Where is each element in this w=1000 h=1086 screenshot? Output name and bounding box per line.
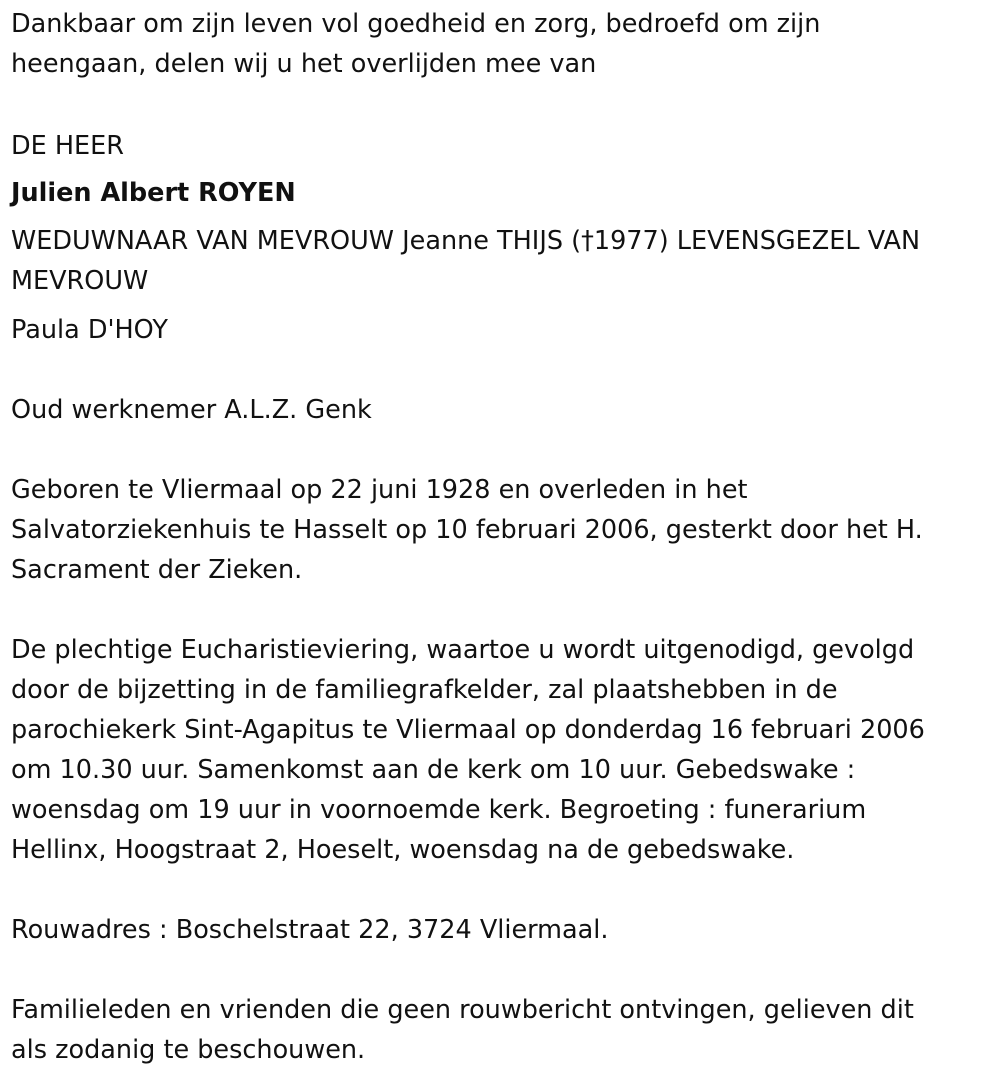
honorific-title: DE HEER [11, 131, 124, 161]
closing-paragraph: Familieleden en vrienden die geen rouwbericht ontvingen, gelieven dit als zodanig te beschouwen. [11, 995, 914, 1065]
birth-death-paragraph: Geboren te Vliermaal op 22 juni 1928 en overleden in het Salvatorziekenhuis te Hasselt op 10 februari 2006, gesterkt door het H. Sacrament der Zieken. [11, 475, 923, 585]
occupation-line: Oud werknemer A.L.Z. Genk [11, 395, 372, 425]
mourning-address: Rouwadres : Boschelstraat 22, 3724 Vliermaal. [11, 915, 609, 945]
spouse-line: WEDUWNAAR VAN MEVROUW Jeanne THIJS (†1977) LEVENSGEZEL VAN MEVROUW [11, 226, 921, 296]
intro-paragraph: Dankbaar om zijn leven vol goedheid en zorg, bedroefd om zijn heengaan, delen wij u het overlijden mee van [11, 9, 821, 79]
ceremony-paragraph: De plechtige Eucharistieviering, waartoe u wordt uitgenodigd, gevolgd door de bijzetting in de familiegrafkelder, zal plaatshebben in de parochiekerk Sint-Agapitus te Vliermaal op donderdag 16 februari 2006 om 10.30 uur. Samenkomst aan de kerk om 10 uur. Gebedswake : woensdag om 19 uur in voornoemde kerk. Begroeting : funerarium Hellinx, Hoogstraat 2, Hoeselt, woensdag na de gebedswake. [11, 635, 925, 865]
deceased-name: Julien Albert ROYEN [11, 178, 296, 208]
partner-name: Paula D'HOY [11, 315, 168, 345]
